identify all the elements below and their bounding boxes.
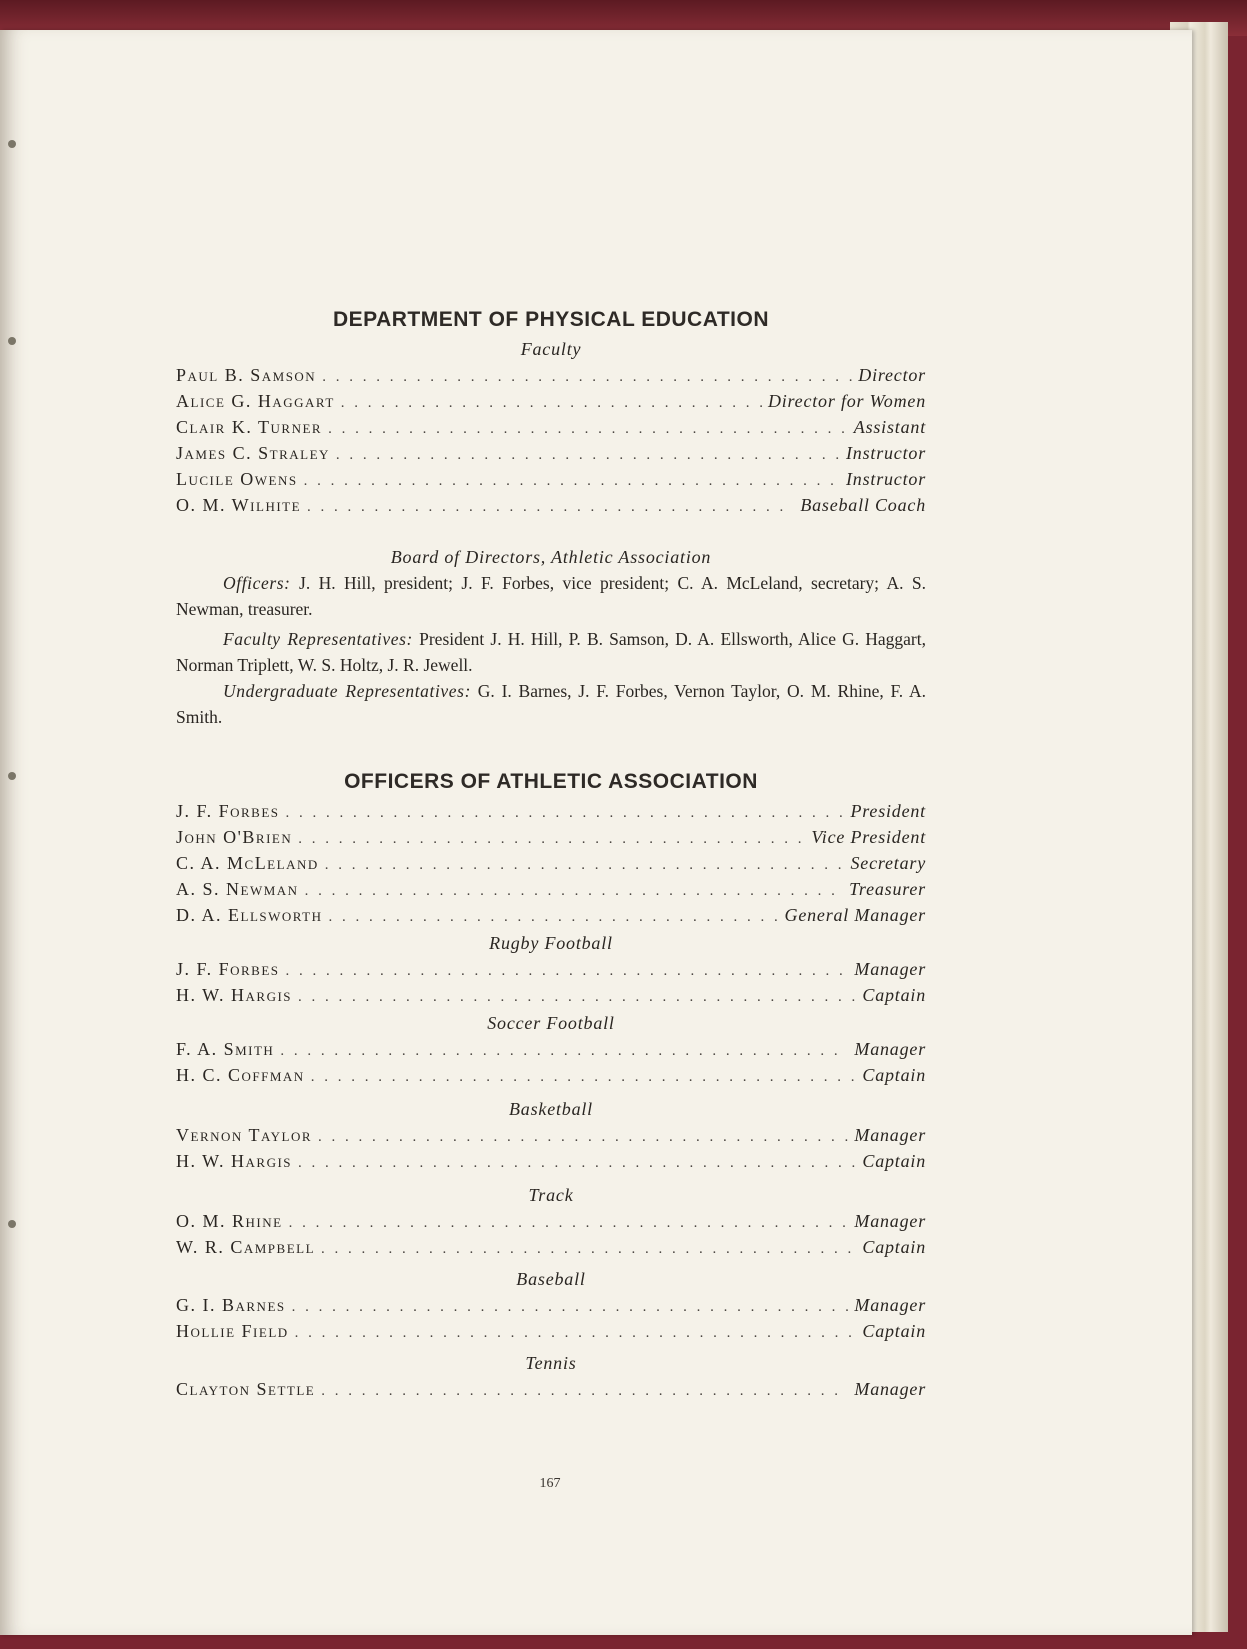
person-name: H. W. Hargis [176,985,293,1005]
person-role: Manager [854,1379,926,1399]
person-role: Captain [862,1321,926,1341]
listing-row [176,1148,926,1174]
person-name: G. I. Barnes [176,1295,286,1315]
person-role: Treasurer [849,879,926,899]
dot-leader [328,416,848,442]
board-faculty-reps [176,626,926,678]
person-role: Captain [862,1151,926,1171]
person-name: H. W. Hargis [176,1151,293,1171]
listing-row [176,850,926,876]
dot-leader [289,1210,849,1236]
person-role: Manager [854,959,926,979]
officers-label: Officers: [223,573,291,593]
person-role: Instructor [846,443,926,463]
listing-row [176,414,926,440]
listing-row [176,1234,926,1260]
department-title: DEPARTMENT OF PHYSICAL EDUCATION [332,308,769,331]
binding-hole [8,337,16,345]
officers-text: J. H. Hill, president; J. F. Forbes, vice president; C. A. McLeland, secretary; A. S. Newman, treasurer. [176,573,927,619]
listing-row [176,798,926,824]
listing-row [176,1318,926,1344]
person-role: Director for Women [767,391,926,411]
book-page [0,30,1192,1635]
person-role: Baseball Coach [800,495,926,515]
person-role: Captain [862,1065,926,1085]
association-title: OFFICERS OF ATHLETIC ASSOCIATION [344,770,758,793]
dot-leader [292,1294,849,1320]
person-name: H. C. Coffman [176,1065,305,1085]
sport-heading: Rugby Football [489,933,613,953]
person-name: Alice G. Haggart [176,391,335,411]
listing-row [176,1062,926,1088]
dot-leader [318,1124,848,1150]
person-role: Assistant [853,417,926,437]
dot-leader [295,1320,857,1346]
dot-leader [329,904,779,930]
page-number: 167 [539,1476,561,1491]
person-name: O. M. Rhine [176,1211,283,1231]
sport-heading: Track [528,1185,574,1205]
person-role: Manager [854,1295,926,1315]
undergrad-reps-label: Undergraduate Representatives: [223,681,471,701]
person-name: James C. Straley [176,443,330,463]
binding-hole [8,1220,16,1228]
dot-leader [321,1378,848,1404]
person-name: Paul B. Samson [176,365,317,385]
dot-leader [305,878,844,904]
person-name: Clayton Settle [176,1379,316,1399]
person-role: Manager [854,1039,926,1059]
sport-heading: Soccer Football [487,1013,615,1033]
dot-leader [307,494,794,520]
dot-leader [336,442,840,468]
person-role: Manager [854,1211,926,1231]
listing-row [176,1036,926,1062]
board-heading: Board of Directors, Athletic Association [390,547,712,567]
person-name: Hollie Field [176,1321,289,1341]
listing-row [176,1122,926,1148]
listing-row [176,492,926,518]
undergrad-reps-text: G. I. Barnes, J. F. Forbes, Vernon Taylor, O. M. Rhine, F. A. Smith. [176,681,927,727]
dot-leader [298,984,856,1010]
listing-row [176,1208,926,1234]
person-role: Captain [862,985,926,1005]
listing-row [176,388,926,414]
board-officers [176,570,926,622]
dot-leader [298,1150,856,1176]
person-name: J. F. Forbes [176,959,280,979]
dot-leader [280,1038,848,1064]
listing-row [176,1292,926,1318]
dot-leader [322,364,852,390]
person-role: Vice President [811,827,926,847]
person-name: J. F. Forbes [176,801,280,821]
faculty-reps-text: President J. H. Hill, P. B. Samson, D. A. Ellsworth, Alice G. Haggart, Norman Triplett, W. S. Holtz, J. R. Jewell. [176,629,927,675]
person-role: Manager [854,1125,926,1145]
person-name: John O'Brien [176,827,293,847]
person-name: Clair K. Turner [176,417,323,437]
dot-leader [341,390,762,416]
person-name: C. A. McLeland [176,853,319,873]
dot-leader [311,1064,857,1090]
faculty-list [176,362,926,518]
person-role: Instructor [846,469,926,489]
sport-heading: Baseball [516,1269,586,1289]
sport-heading: Basketball [509,1099,593,1119]
dot-leader [286,958,849,984]
person-name: A. S. Newman [176,879,299,899]
listing-row [176,982,926,1008]
person-role: Secretary [850,853,926,873]
listing-row [176,440,926,466]
person-name: W. R. Campbell [176,1237,316,1257]
person-role: President [850,801,926,821]
page-content [176,308,926,1402]
listing-row [176,824,926,850]
listing-row [176,876,926,902]
person-name: O. M. Wilhite [176,495,302,515]
association-officers-list [176,798,926,928]
listing-row [176,956,926,982]
dot-leader [325,852,845,878]
binding-hole [8,772,16,780]
listing-row [176,362,926,388]
person-name: Vernon Taylor [176,1125,313,1145]
faculty-heading: Faculty [520,339,582,359]
dot-leader [298,826,805,852]
sports-list [176,930,926,1402]
person-name: D. A. Ellsworth [176,905,323,925]
person-role: Captain [862,1237,926,1257]
board-undergrad-reps [176,678,926,730]
person-name: F. A. Smith [176,1039,275,1059]
dot-leader [321,1236,856,1262]
listing-row [176,902,926,928]
listing-row [176,466,926,492]
person-role: General Manager [784,905,926,925]
person-role: Director [858,365,926,385]
person-name: Lucile Owens [176,469,298,489]
listing-row [176,1376,926,1402]
sport-heading: Tennis [525,1353,577,1373]
binding-hole [8,140,16,148]
dot-leader [304,468,840,494]
faculty-reps-label: Faculty Representatives: [223,629,413,649]
dot-leader [286,800,845,826]
